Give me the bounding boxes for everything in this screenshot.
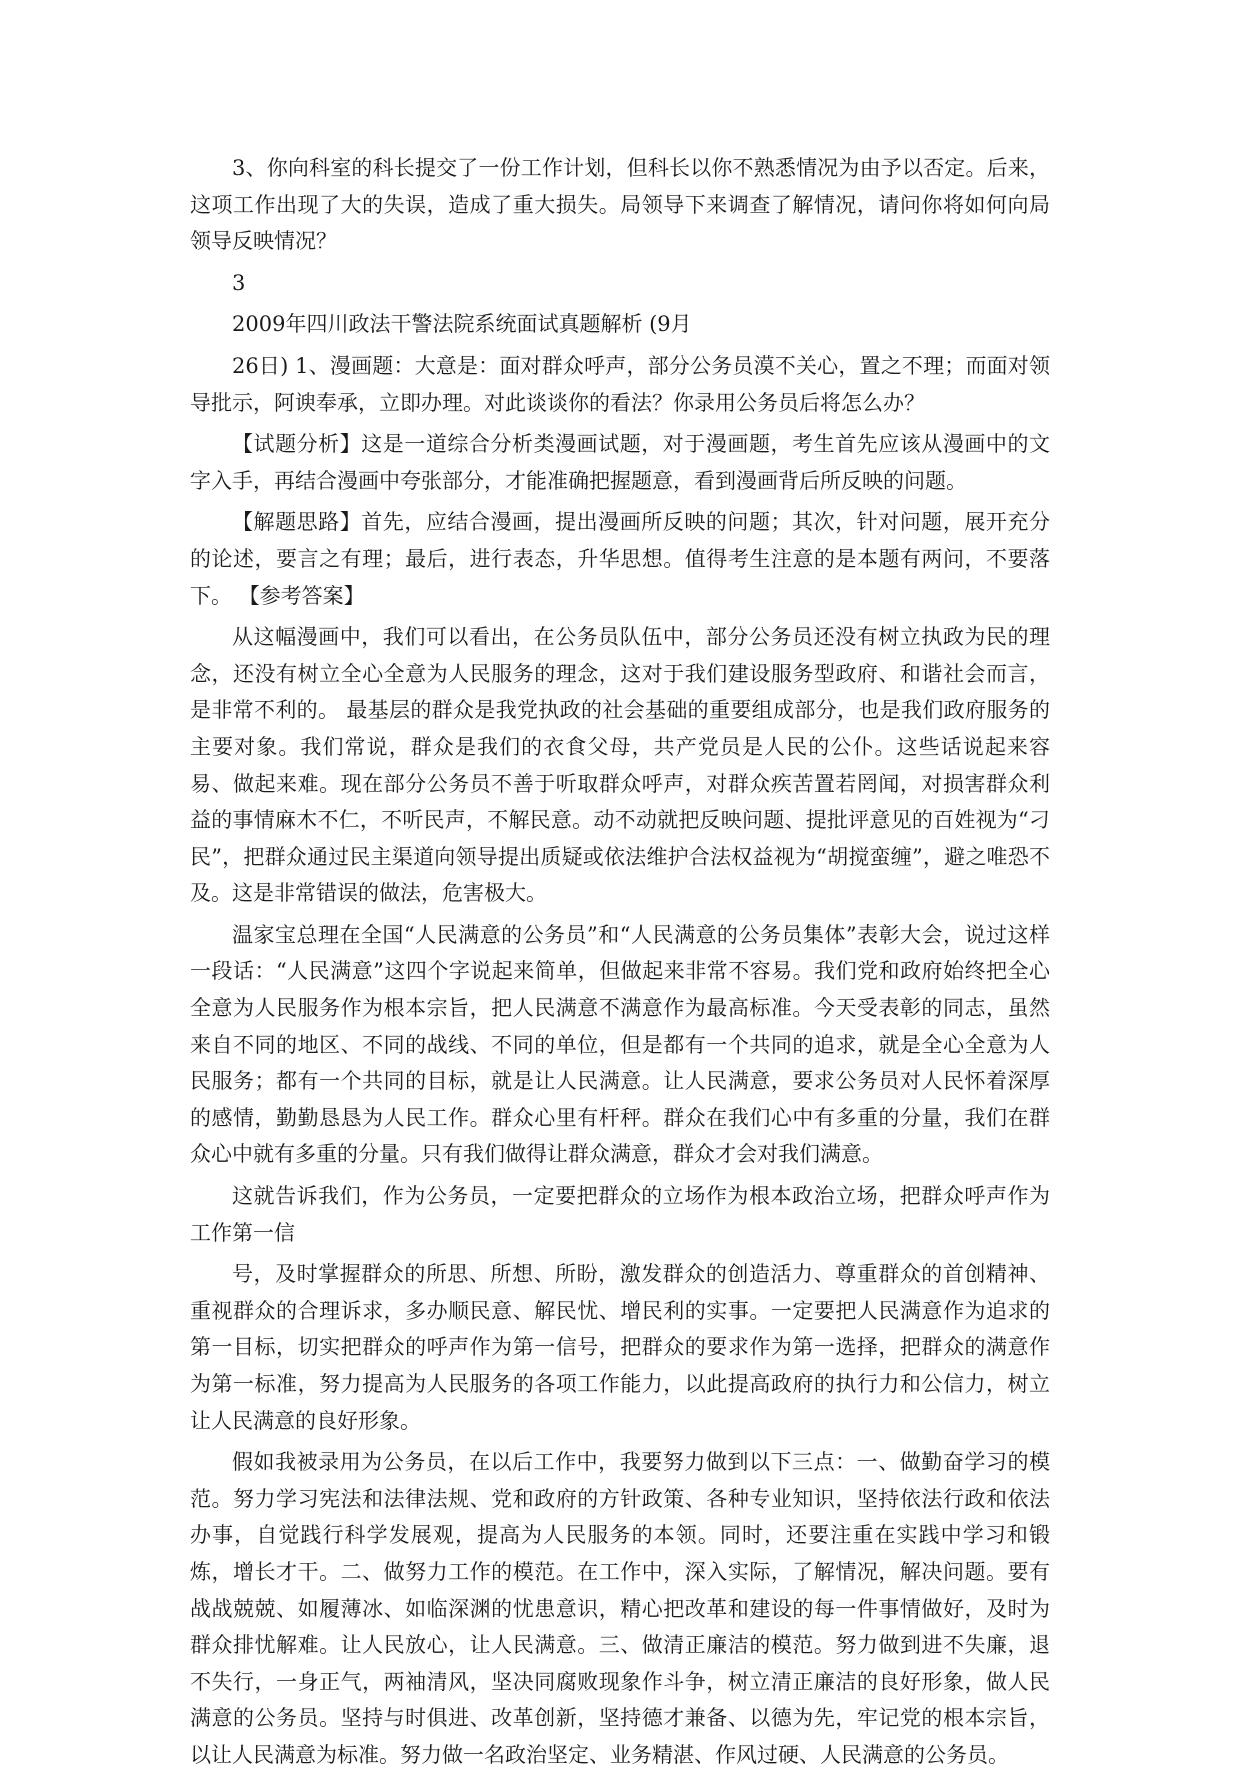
question-analysis-paragraph: 【试题分析】这是一道综合分析类漫画试题，对于漫画题，考生首先应该从漫画中的文字入手，再结合漫画中夸张部分，才能准确把握题意，看到漫画背后所反映的问题。 [190,432,1050,493]
answer-paragraph-4: 号，及时掌握群众的所思、所想、所盼，激发群众的创造活力、尊重群众的首创精神、重视群众的合理诉求，多办顺民意、解民忧、增民利的实事。一定要把人民满意作为追求的第一目标，切实把群众的呼声作为第一信号，把群众的要求作为第一选择，把群众的满意作为第一标准，努力提高为人民服务的各项工作能力，以此提高政府的执行力和公信力，树立让人民满意的良好形象。 [190,1262,1050,1433]
section-heading: 2009年四川政法干警法院系统面试真题解析 (9月 [232,312,692,337]
document-page [190,150,1050,1779]
question-3-paragraph: 3、你向科室的科长提交了一份工作计划，但科长以你不熟悉情况为由予以否定。后来，这项工作出现了大的失误，造成了重大损失。局领导下来调查了解情况，请问你将如何向局领导反映情况？ [190,156,1050,254]
comic-question-paragraph: 26日) 1、漫画题：大意是：面对群众呼声，部分公务员漠不关心，置之不理；而面对领导批示，阿谀奉承，立即办理。对此谈谈你的看法？你录用公务员后将怎么办？ [190,353,1050,415]
answer-paragraph-2: 温家宝总理在全国“人民满意的公务员”和“人民满意的公务员集体”表彰大会，说过这样一段话：“人民满意”这四个字说起来简单，但做起来非常不容易。我们党和政府始终把全心全意为人民服务作为根本宗旨，把人民满意不满意作为最高标准。今天受表彰的同志，虽然来自不同的地区、不同的战线、不同的单位，但是都有一个共同的追求，就是全心全意为人民服务；都有一个共同的目标，就是让人民满意。让人民满意，要求公务员对人民怀着深厚的感情，勤勤恳恳为人民工作。群众心里有杆秤。群众在我们心中有多重的分量，我们在群众心中就有多重的分量。只有我们做得让群众满意，群众才会对我们满意。 [190,922,1050,1167]
answer-paragraph-1: 从这幅漫画中，我们可以看出，在公务员队伍中，部分公务员还没有树立执政为民的理念，还没有树立全心全意为人民服务的理念，这对于我们建设服务型政府、和谐社会而言，是非常不利的。 最基层的群众是我党执政的社会基础的重要组成部分，也是我们政府服务的主要对象。我们常说，群众是我们的衣食父母，共产党员是人民的公仆。这些话说起来容易、做起来难。现在部分公务员不善于听取群众呼声，对群众疾苦置若罔闻，对损害群众利益的事情麻木不仁，不听民声，不解民意。动不动就把反映问题、提批评意见的百姓视为“刁民”，把群众通过民主渠道向领导提出质疑或依法维护合法权益视为“胡搅蛮缠”，避之唯恐不及。这是非常错误的做法，危害极大。 [190,625,1050,906]
solution-approach-paragraph: 【解题思路】首先，应结合漫画，提出漫画所反映的问题；其次，针对问题，展开充分的论述，要言之有理；最后，进行表态，升华思想。值得考生注意的是本题有两问，不要落下。 【参考答案】 [190,510,1050,608]
page-number: 3 [232,270,246,295]
answer-paragraph-5: 假如我被录用为公务员，在以后工作中，我要努力做到以下三点：一、做勤奋学习的模范。努力学习宪法和法律法规、党和政府的方针政策、各种专业知识，坚持依法行政和依法办事，自觉践行科学发展观，提高为人民服务的本领。同时，还要注重在实践中学习和锻炼，增长才干。二、做努力工作的模范。在工作中，深入实际，了解情况，解决问题。要有战战兢兢、如履薄冰、如临深渊的忧患意识，精心把改革和建设的每一件事情做好，及时为群众排忧解难。让人民放心，让人民满意。三、做清正廉洁的模范。努力做到进不失廉，退不失行，一身正气，两袖清风，坚决同腐败现象作斗争，树立清正廉洁的良好形象，做人民满意的公务员。坚持与时俱进、改革创新，坚持德才兼备、以德为先，牢记党的根本宗旨，以让人民满意为标准。努力做一名政治坚定、业务精湛、作风过硬、人民满意的公务员。 [190,1450,1050,1767]
answer-paragraph-3: 这就告诉我们，作为公务员，一定要把群众的立场作为根本政治立场，把群众呼声作为工作第一信 [190,1184,1050,1245]
